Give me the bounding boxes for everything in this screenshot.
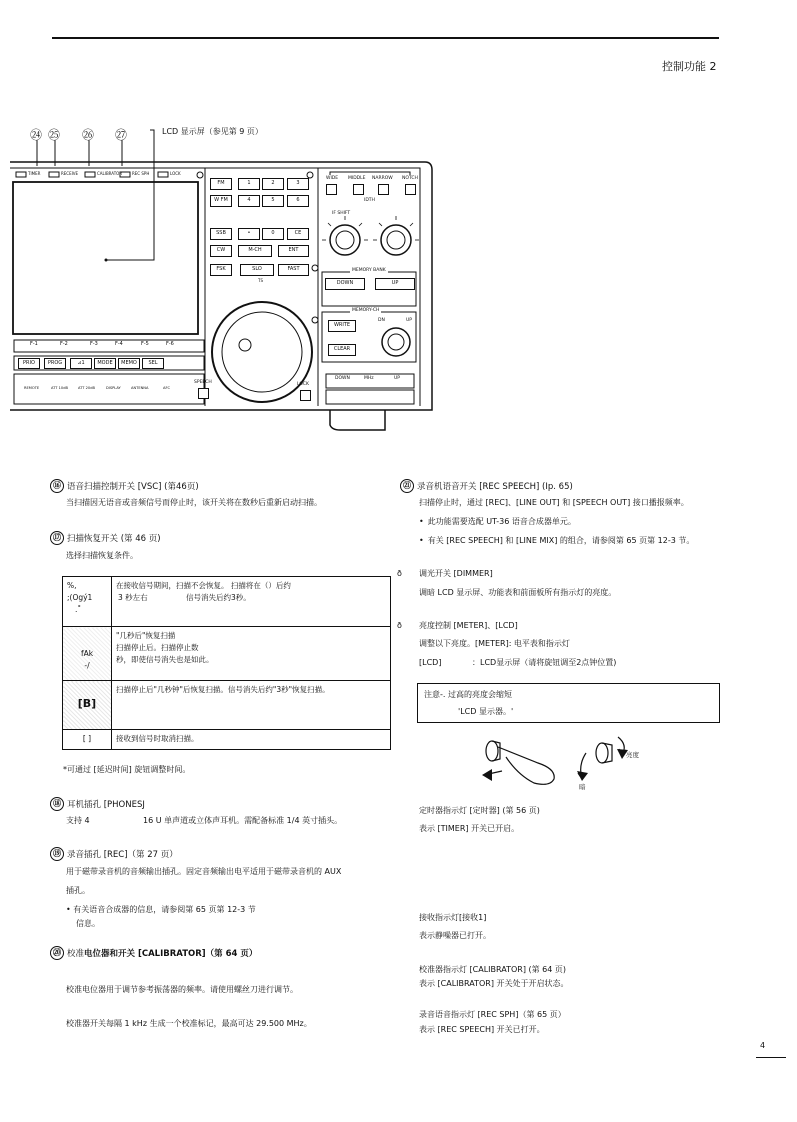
section-23-body-line2a: [LCD] <box>419 658 442 667</box>
icon-text-line: -/ <box>84 661 90 670</box>
section-22-mark: ð <box>397 569 402 578</box>
resume-desc-cell-4 <box>112 730 391 750</box>
section-26-body: 表示 [CALIBRATOR] 开关处于开启状态。 <box>419 979 569 988</box>
f2-key: F-2 <box>60 341 68 347</box>
table-row <box>63 627 391 681</box>
width-label: IDTH <box>364 198 375 203</box>
section-19-note-line1: • 有关语音合成器的信息，请参阅第 65 页第 12-3 节 <box>66 905 256 914</box>
section-27-body: 表示 [REC SPEECH] 开关已打开。 <box>419 1025 545 1034</box>
section-18-body-a: 支持 4 <box>66 816 90 825</box>
resume-icon-cell-3 <box>63 681 112 730</box>
lock-indicator-label: LOCK <box>170 171 181 176</box>
section-20-body-line2: 校准器开关每隔 1 kHz 生成一个校准标记，最高可达 29.500 MHz。 <box>66 1019 312 1028</box>
mch-key: M-CH <box>238 245 272 257</box>
section-20-heading-a: 校准 <box>67 949 85 959</box>
section-26-title: 校准器指示灯 [CALIBRATOR] (第 64 页) <box>419 965 567 974</box>
memory-ch-label: MEMORY-CH <box>352 308 380 313</box>
key-2: 2 <box>262 178 284 190</box>
page-number-rule <box>756 1057 786 1058</box>
dn-label: DN <box>378 318 385 323</box>
desc-line: 在接收信号期间，扫描不会恢复。 扫描将在（）后约 <box>116 581 291 590</box>
brightness-knob-illustration <box>478 735 658 795</box>
callout-27: ㉗ <box>115 128 128 142</box>
rec-sph-indicator-label: REC SPH <box>132 171 150 176</box>
memory-bank-label: MEMORY BANK <box>352 268 386 273</box>
speech-label: SPEECH <box>194 380 212 385</box>
caution-note-line2: 'LCD 显示器。' <box>458 707 514 716</box>
table-row <box>63 577 391 627</box>
callout-24: ㉔ <box>30 128 43 142</box>
ssb-key: SSB <box>210 228 232 240</box>
key-1: 1 <box>238 178 260 190</box>
section-22-title: 调光开关 [DIMMER] <box>419 569 493 578</box>
att10-label: ATT 10dB <box>51 386 68 390</box>
tune-up-label: UP <box>394 376 401 381</box>
prio-key: PRIO <box>18 358 40 369</box>
section-24-title: 定时器指示灯 [定时器] (第 56 页) <box>419 806 540 815</box>
resume-icon-cell-2 <box>63 627 112 681</box>
wfm-key: W FM <box>210 195 232 207</box>
caution-note-box <box>417 683 720 723</box>
section-21-bullet-2: • 有关 [REC SPEECH] 和 [LINE MIX] 的组合，请参阅第 65 页第 12-3 节。 <box>419 535 694 547</box>
resume-icon-cell-4 <box>63 730 112 750</box>
display-label: DISPLAY <box>106 386 121 390</box>
resume-desc-cell-1 <box>112 577 391 627</box>
memory-bank-down: DOWN <box>325 278 365 290</box>
key-6: 6 <box>287 195 309 207</box>
section-19-body-line2: 插孔。 <box>66 886 90 895</box>
cw-key: CW <box>210 245 232 257</box>
f5-key: F-5 <box>141 341 149 347</box>
section-16-body: 当扫描因无语音或音频信号而停止时，该开关将在数秒后重新启动扫描。 <box>66 498 322 507</box>
section-24-body: 表示 [TIMER] 开关已开启。 <box>419 824 520 833</box>
note-text: 有关语音合成器的信息，请参阅第 65 页第 12-3 节 <box>73 905 256 914</box>
desc-line: "几秒后"恢复扫描 <box>116 631 176 640</box>
f6-key: F-6 <box>166 341 174 347</box>
resume-desc-cell-3 <box>112 681 391 730</box>
sel-key: SEL <box>142 358 164 369</box>
table-row <box>63 681 391 730</box>
ts-label: TS <box>258 278 263 283</box>
remote-label: REMOTE <box>24 386 40 390</box>
memo-key: MEMO <box>118 358 140 369</box>
prog-key: PROG <box>44 358 66 369</box>
section-16-heading: 语音扫描控制开关 [VSC] (第46页) <box>67 482 199 492</box>
antenna-label: ANTENNA <box>131 386 149 390</box>
callout-26: ㉖ <box>82 128 95 142</box>
section-20-heading-b: 电位器和开关 [CALIBRATOR]（第 64 页） <box>84 949 258 959</box>
resume-desc-cell-2 <box>112 627 391 681</box>
ce-key: CE <box>287 228 309 240</box>
section-19-number: ⑲ <box>50 847 64 861</box>
section-20-title <box>50 946 257 960</box>
desc-line: 扫描停止后"几秒钟"后恢复扫描。信号消失后约"3秒"恢复扫描。 <box>116 685 330 694</box>
section-20-number: ⑳ <box>50 946 64 960</box>
section-25-body: 表示静噪器已打开。 <box>419 931 491 940</box>
key-0: 0 <box>262 228 284 240</box>
section-22-body: 调暗 LCD 显示屏、功能表和前面板所有指示灯的亮度。 <box>419 588 617 597</box>
section-17-heading: 扫描恢复开关 (第 46 页) <box>67 534 161 544</box>
icon-text-line: %, <box>67 581 77 590</box>
callout-25: ㉕ <box>48 128 61 142</box>
att20-label: ATT 20dB <box>78 386 95 390</box>
section-18-title <box>50 797 145 811</box>
afc-label: AFC <box>163 386 171 390</box>
speech-button <box>198 388 209 399</box>
mhz-label: MHz <box>364 376 374 381</box>
f1-key: F-1 <box>30 341 38 347</box>
clear-button: CLEAR <box>328 344 356 356</box>
lock-button-label: LOCK <box>297 382 309 387</box>
section-19-title <box>50 847 178 861</box>
calibrator-indicator-label: CALIBRATOR <box>97 171 123 176</box>
memory-bank-up: UP <box>375 278 415 290</box>
wide-button <box>326 184 337 195</box>
bright-label: 亮度 <box>626 751 639 759</box>
section-17-body: 选择扫描恢复条件。 <box>66 551 138 560</box>
fsk-key: FSK <box>210 264 232 276</box>
section-20-body-line1: 校准电位器用于调节参考振荡器的频率。请使用螺丝刀进行调节。 <box>66 985 298 994</box>
notch-label: NOTCH <box>402 176 418 181</box>
section-21-bullet-1: • 此功能需要选配 UT-36 语音合成器单元。 <box>419 516 576 528</box>
slo-key: SLO <box>240 264 274 276</box>
icon-text-line: ;(Ogý1 <box>67 593 93 602</box>
section-21-heading: 录音机语音开关 [REC SPEECH] (Ip. 65) <box>417 482 573 492</box>
table-footnote: *可通过 [延迟时间] 旋钮调整时间。 <box>63 765 191 774</box>
desc-line: 扫描停止后。扫描停止数 <box>116 643 199 652</box>
key-4: 4 <box>238 195 260 207</box>
scan-resume-table <box>62 576 391 750</box>
section-27-title: 录音语音指示灯 [REC SPH]（第 65 页） <box>419 1010 566 1019</box>
resume-icon-cell-1 <box>63 577 112 627</box>
page-number: 4 <box>760 1041 766 1050</box>
ent-key: ENT <box>278 245 309 257</box>
section-16-title <box>50 479 199 493</box>
lock-button <box>300 390 311 401</box>
section-16-number: ⑯ <box>50 479 64 493</box>
desc-line: 接收到信号时取消扫描。 <box>116 734 199 743</box>
dark-label: 暗 <box>579 783 586 791</box>
timer-indicator-label: TIMER <box>28 171 41 176</box>
middle-label: MIDDLE <box>348 176 366 181</box>
section-21-number: ㉑ <box>400 479 414 493</box>
top-rule <box>52 37 719 39</box>
icon-text-line: .˚ <box>75 605 82 614</box>
radio-front-panel-diagram <box>0 120 797 440</box>
section-17-number: ⑰ <box>50 531 64 545</box>
section-21-title <box>400 479 573 493</box>
narrow-label: NARROW <box>372 176 393 181</box>
section-23-body-line2b: ：LCD显示屏（请将旋钮调至2点钟位置) <box>472 658 617 667</box>
desc-line: 信号消失后约3秒。 <box>186 593 251 602</box>
fm-key: FM <box>210 178 232 190</box>
section-25-title: 接收指示灯[接收1] <box>419 913 487 922</box>
section-19-heading: 录音插孔 [REC]（第 27 页） <box>67 850 178 860</box>
key-5: 5 <box>262 195 284 207</box>
f4-key: F-4 <box>115 341 123 347</box>
icon-text-line: fAk <box>80 649 94 658</box>
notch-button <box>405 184 416 195</box>
wide-label: WIDE <box>326 176 339 181</box>
write-button: WRITE <box>328 320 356 332</box>
dot-key: • <box>238 228 260 240</box>
receive-indicator-label: RECEIVE <box>61 171 79 176</box>
section-23-title: 亮度控制 [METER]、[LCD] <box>419 621 518 630</box>
if-shift-label: IF SHIFT <box>332 211 351 216</box>
section-17-title <box>50 531 161 545</box>
table-row <box>63 730 391 750</box>
delta-key: ⊿1 <box>70 358 92 369</box>
middle-button <box>353 184 364 195</box>
icon-text-line: [B] <box>77 697 97 710</box>
section-23-mark: ð <box>397 621 402 630</box>
section-19-body-line1: 用于磁带录音机的音频输出插孔。固定音频输出电平适用于磁带录音机的 AUX <box>66 867 342 876</box>
desc-line: 秒，即使信号消失也是如此。 <box>116 655 214 664</box>
section-18-heading: 耳机插孔 [PHONESJ <box>67 800 145 810</box>
icon-text-line: [ ] <box>82 734 92 743</box>
page-section-title: 控制功能 2 <box>662 60 717 73</box>
up-label: UP <box>406 318 413 323</box>
section-18-body-b: 16 U 单声道或立体声耳机。需配备标准 1/4 英寸插头。 <box>143 816 343 825</box>
fast-key: FAST <box>278 264 309 276</box>
section-18-number: ⑱ <box>50 797 64 811</box>
mode-key: MODE <box>94 358 116 369</box>
desc-line: 3 秒左右 <box>118 593 148 602</box>
tune-down-label: DOWN <box>335 376 350 381</box>
caution-note-line1: 注意-. 过高的亮度会缩短 <box>424 690 512 699</box>
lcd-display-label: LCD 显示屏（参见第 9 页） <box>162 127 263 136</box>
section-19-note-line2: 信息。 <box>76 919 100 928</box>
section-23-body-line1: 调整以下亮度。[METER]: 电平表和指示灯 <box>419 639 570 648</box>
narrow-button <box>378 184 389 195</box>
f3-key: F-3 <box>90 341 98 347</box>
key-3: 3 <box>287 178 309 190</box>
section-21-body: 扫描停止时，通过 [REC]、[LINE OUT] 和 [SPEECH OUT] 接口播报频率。 <box>419 498 689 507</box>
